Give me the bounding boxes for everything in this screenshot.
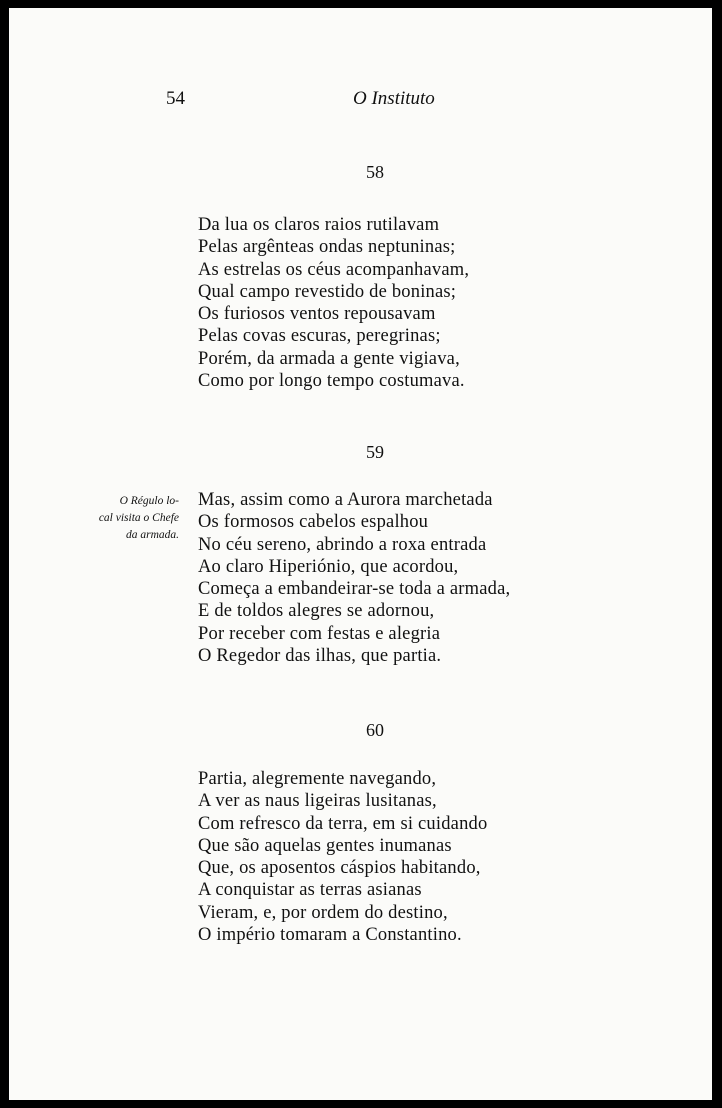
verse-line: Os formosos cabelos espalhou [198,512,429,533]
verse-line: Que são aquelas gentes inumanas [198,835,452,856]
verse-line: A ver as naus ligeiras lusitanas, [198,791,437,812]
verse-line: Vieram, e, por ordem do destino, [198,902,448,923]
margin-note-line: cal visita o Chefe [98,512,179,524]
running-title: O Instituto [353,88,435,109]
verse-line: Que, os aposentos cáspios habitando, [198,858,481,879]
verse-line: Com refresco da terra, em si cuidando [198,813,488,834]
verse-line: As estrelas os céus acompanhavam, [198,259,470,280]
verse-line: Pelas argênteas ondas neptuninas; [198,237,456,258]
margin-note-line: da armada. [125,529,179,541]
margin-note [69,493,179,544]
margin-note-line: O Régulo lo- [119,495,179,507]
verse-line: Da lua os claros raios rutilavam [198,215,440,235]
verse-line: No céu sereno, abrindo a roxa entrada [198,534,487,555]
stanza [198,214,578,392]
verse-line: Os furiosos ventos repousavam [198,304,436,325]
verse-line: Por receber com festas e alegria [198,623,441,644]
stanza-number: 58 [366,162,384,182]
verse-line: E de toldos alegres se adornou, [198,601,435,622]
verse-line: Porém, da armada a gente vigiava, [198,348,460,369]
verse-line: O império tomaram a Constantino. [198,925,462,946]
verse-line: Mas, assim como a Aurora marchetada [198,490,493,510]
verse-line: Ao claro Hiperiónio, que acordou, [198,556,459,577]
stanza [198,489,578,667]
stanza-number: 59 [366,442,384,462]
verse-line: Começa a embandeirar-se toda a armada, [198,579,511,600]
verse-line: A conquistar as terras asianas [198,880,422,901]
verse-line: Partia, alegremente navegando, [198,769,437,789]
page-number: 54 [166,88,185,109]
stanza [198,768,578,946]
verse-line: Qual campo revestido de boninas; [198,281,457,302]
stanza-number: 60 [366,720,384,740]
book-page [9,8,712,1100]
verse-line: Como por longo tempo costumava. [198,371,465,392]
verse-line: O Regedor das ilhas, que partia. [198,646,442,667]
verse-line: Pelas covas escuras, peregrinas; [198,326,441,347]
